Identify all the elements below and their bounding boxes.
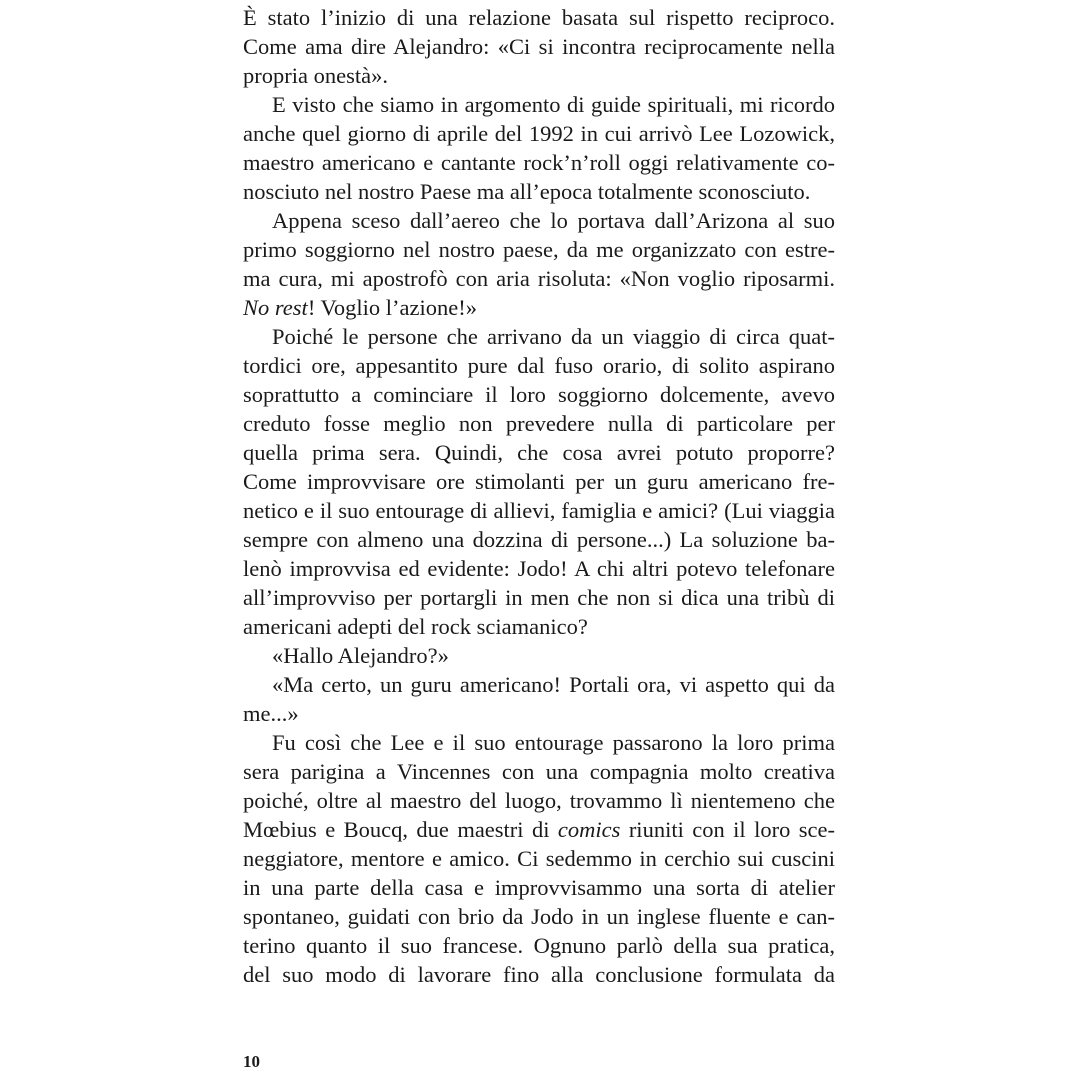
text-line: netico e il suo entourage di allievi, famiglia e amici? (Lui viaggia [243, 498, 835, 523]
text-line: sera parigina a Vincennes con una compagnia molto creativa [243, 759, 835, 784]
text-line: tordici ore, appesantito pure dal fuso orario, di solito aspirano [243, 353, 835, 378]
text-line: in una parte della casa e improvvisammo una sorta di atelier [243, 875, 835, 900]
dialogue-line: «Hallo Alejandro?» [272, 643, 449, 668]
text-line: spontaneo, guidati con brio da Jodo in un inglese fluente e can- [243, 904, 835, 929]
italic-word: comics [557, 817, 621, 842]
text-line: neggiatore, mentore e amico. Ci sedemmo in cerchio sui cuscini [243, 846, 835, 871]
italic-phrase: No rest [243, 295, 308, 320]
text-line: soprattutto a cominciare il loro soggiorno dolcemente, avevo [243, 382, 835, 407]
text-line: lenò improvvisa ed evidente: Jodo! A chi altri potevo telefonare [243, 556, 835, 581]
text-line: nosciuto nel nostro Paese ma all’epoca totalmente sconosciuto. [243, 179, 811, 204]
text-line: Mœbius e Boucq, due maestri di comics riuniti con il loro sce- [243, 817, 835, 842]
paragraph-first-line: Appena sceso dall’aereo che lo portava dall’Arizona al suo [272, 208, 835, 233]
text-line: americani adepti del rock sciamanico? [243, 614, 588, 639]
text-line: poiché, oltre al maestro del luogo, trovammo lì nientemeno che [243, 788, 835, 813]
text-line: terino quanto il suo francese. Ognuno parlò della sua pratica, [243, 933, 835, 958]
paragraph-first-line: Poiché le persone che arrivano da un viaggio di circa quat- [272, 324, 835, 349]
dialogue-line: «Ma certo, un guru americano! Portali ora, vi aspetto qui da [272, 672, 835, 697]
text-line: all’improvviso per portargli in men che non si dica una tribù di [243, 585, 835, 610]
text-line: ma cura, mi apostrofò con aria risoluta: «Non voglio riposarmi. [243, 266, 835, 291]
text-line: primo soggiorno nel nostro paese, da me organizzato con estre- [243, 237, 835, 262]
paragraph-first-line: Fu così che Lee e il suo entourage passarono la loro prima [272, 730, 835, 755]
text-line: sempre con almeno una dozzina di persone...) La soluzione ba- [243, 527, 835, 552]
text-line: me...» [243, 701, 299, 726]
paragraph-first-line: E visto che siamo in argomento di guide spirituali, mi ricordo [272, 92, 835, 117]
text-line: anche quel giorno di aprile del 1992 in cui arrivò Lee Lozowick, [243, 121, 835, 146]
text-line: No rest! Voglio l’azione!» [243, 295, 477, 320]
text-line: creduto fosse meglio non prevedere nulla di particolare per [243, 411, 835, 436]
text-line: maestro americano e cantante rock’n’roll oggi relativamente co- [243, 150, 835, 175]
text-line: propria onestà». [243, 63, 388, 88]
text-line: quella prima sera. Quindi, che cosa avrei potuto proporre? [243, 440, 835, 465]
text-line: del suo modo di lavorare fino alla conclusione formulata da [243, 962, 835, 987]
text-line: Come improvvisare ore stimolanti per un guru americano fre- [243, 469, 835, 494]
text-line: È stato l’inizio di una relazione basata sul rispetto reciproco. [243, 5, 835, 30]
text-line: Come ama dire Alejandro: «Ci si incontra reciprocamente nella [243, 34, 835, 59]
page-number: 10 [243, 1052, 260, 1071]
